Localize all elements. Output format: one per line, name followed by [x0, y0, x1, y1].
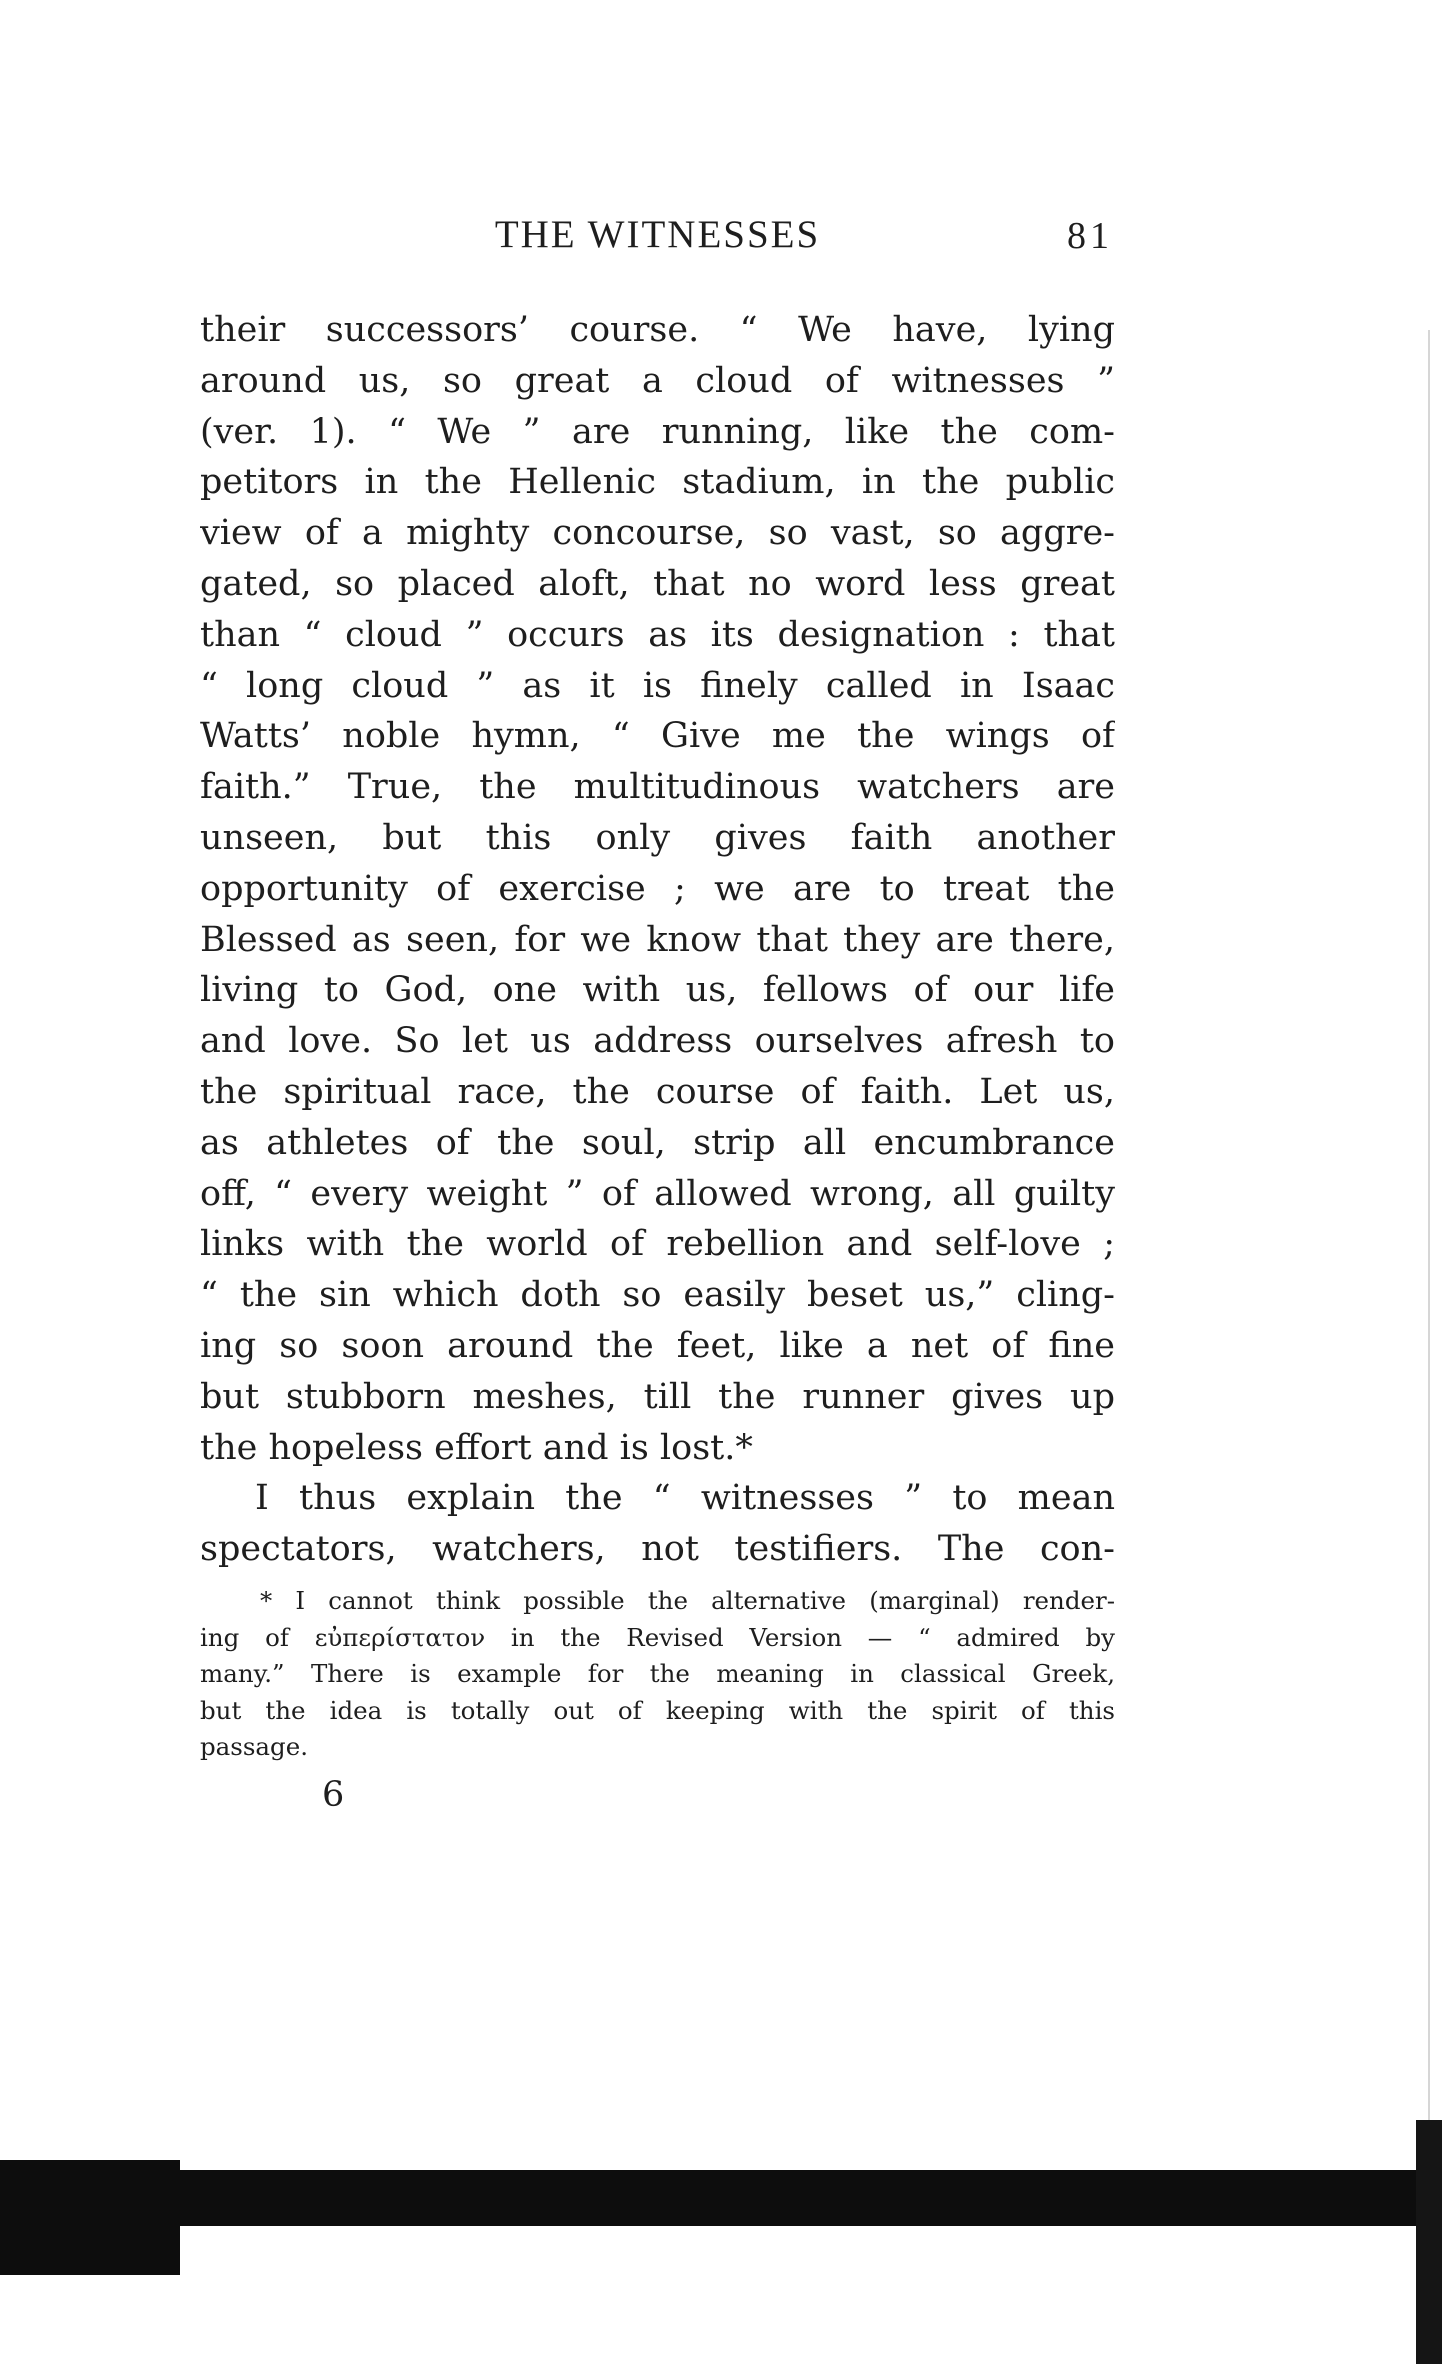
footnote-line: many.” There is example for the meaning in classical Greek,	[200, 1659, 1115, 1688]
text-line: as athletes of the soul, strip all encumbrance	[200, 1122, 1115, 1163]
text-line: their successors’ course. “ We have, lying	[200, 310, 1115, 350]
page-edge-shadow	[1428, 330, 1430, 2160]
text-line: “ the sin which doth so easily beset us,” cling-	[200, 1275, 1115, 1316]
text-line: gated, so placed aloft, that no word less great	[200, 563, 1115, 604]
footnote-line: passage.	[200, 1732, 309, 1761]
text-line: but stubborn meshes, till the runner gives up	[200, 1376, 1115, 1417]
text-line: Watts’ noble hymn, “ Give me the wings of	[200, 716, 1115, 757]
footnote-line: * I cannot think possible the alternative (marginal) render-	[260, 1586, 1115, 1615]
text-line: off, “ every weight ” of allowed wrong, all guilty	[200, 1173, 1115, 1214]
text-line: the spiritual race, the course of faith. Let us,	[200, 1071, 1115, 1112]
text-line: “ long cloud ” as it is finely called in Isaac	[200, 665, 1115, 706]
page-number: 81	[1067, 215, 1113, 257]
text-line: around us, so great a cloud of witnesses ”	[200, 360, 1115, 401]
footnote	[200, 1583, 1115, 1766]
scan-border-block	[0, 2160, 180, 2275]
scan-border-bar	[0, 2170, 1442, 2226]
text-line: petitors in the Hellenic stadium, in the public	[200, 462, 1115, 503]
signature-mark: 6	[322, 1775, 345, 1815]
text-line: view of a mighty concourse, so vast, so aggre-	[200, 513, 1115, 554]
text-line: faith.” True, the multitudinous watchers are	[200, 767, 1115, 808]
text-line: spectators, watchers, not testifiers. The con-	[200, 1529, 1115, 1570]
text-line: I thus explain the “ witnesses ” to mean	[255, 1478, 1115, 1519]
text-line: (ver. 1). “ We ” are running, like the com-	[200, 411, 1115, 452]
text-line: the hopeless effort and is lost.*	[200, 1427, 753, 1468]
text-line: and love. So let us address ourselves afresh to	[200, 1021, 1115, 1062]
text-line: Blessed as seen, for we know that they are there,	[200, 919, 1115, 960]
footnote-line: ing of εὐπερίστατον in the Revised Version — “ admired by	[200, 1622, 1115, 1652]
text-line: ing so soon around the feet, like a net of fine	[200, 1325, 1115, 1366]
text-line: opportunity of exercise ; we are to treat the	[200, 868, 1115, 909]
footnote-line: but the idea is totally out of keeping with the spirit of this	[200, 1695, 1115, 1725]
running-title: THE WITNESSES	[494, 213, 821, 256]
text-line: unseen, but this only gives faith another	[200, 817, 1115, 858]
text-line: links with the world of rebellion and self-love ;	[200, 1224, 1115, 1265]
text-line: than “ cloud ” occurs as its designation : that	[200, 614, 1115, 655]
running-head	[200, 212, 1115, 268]
body-text	[200, 305, 1115, 1575]
text-line: living to God, one with us, fellows of our life	[200, 970, 1115, 1011]
scan-edge-shadow	[1416, 2120, 1442, 2364]
